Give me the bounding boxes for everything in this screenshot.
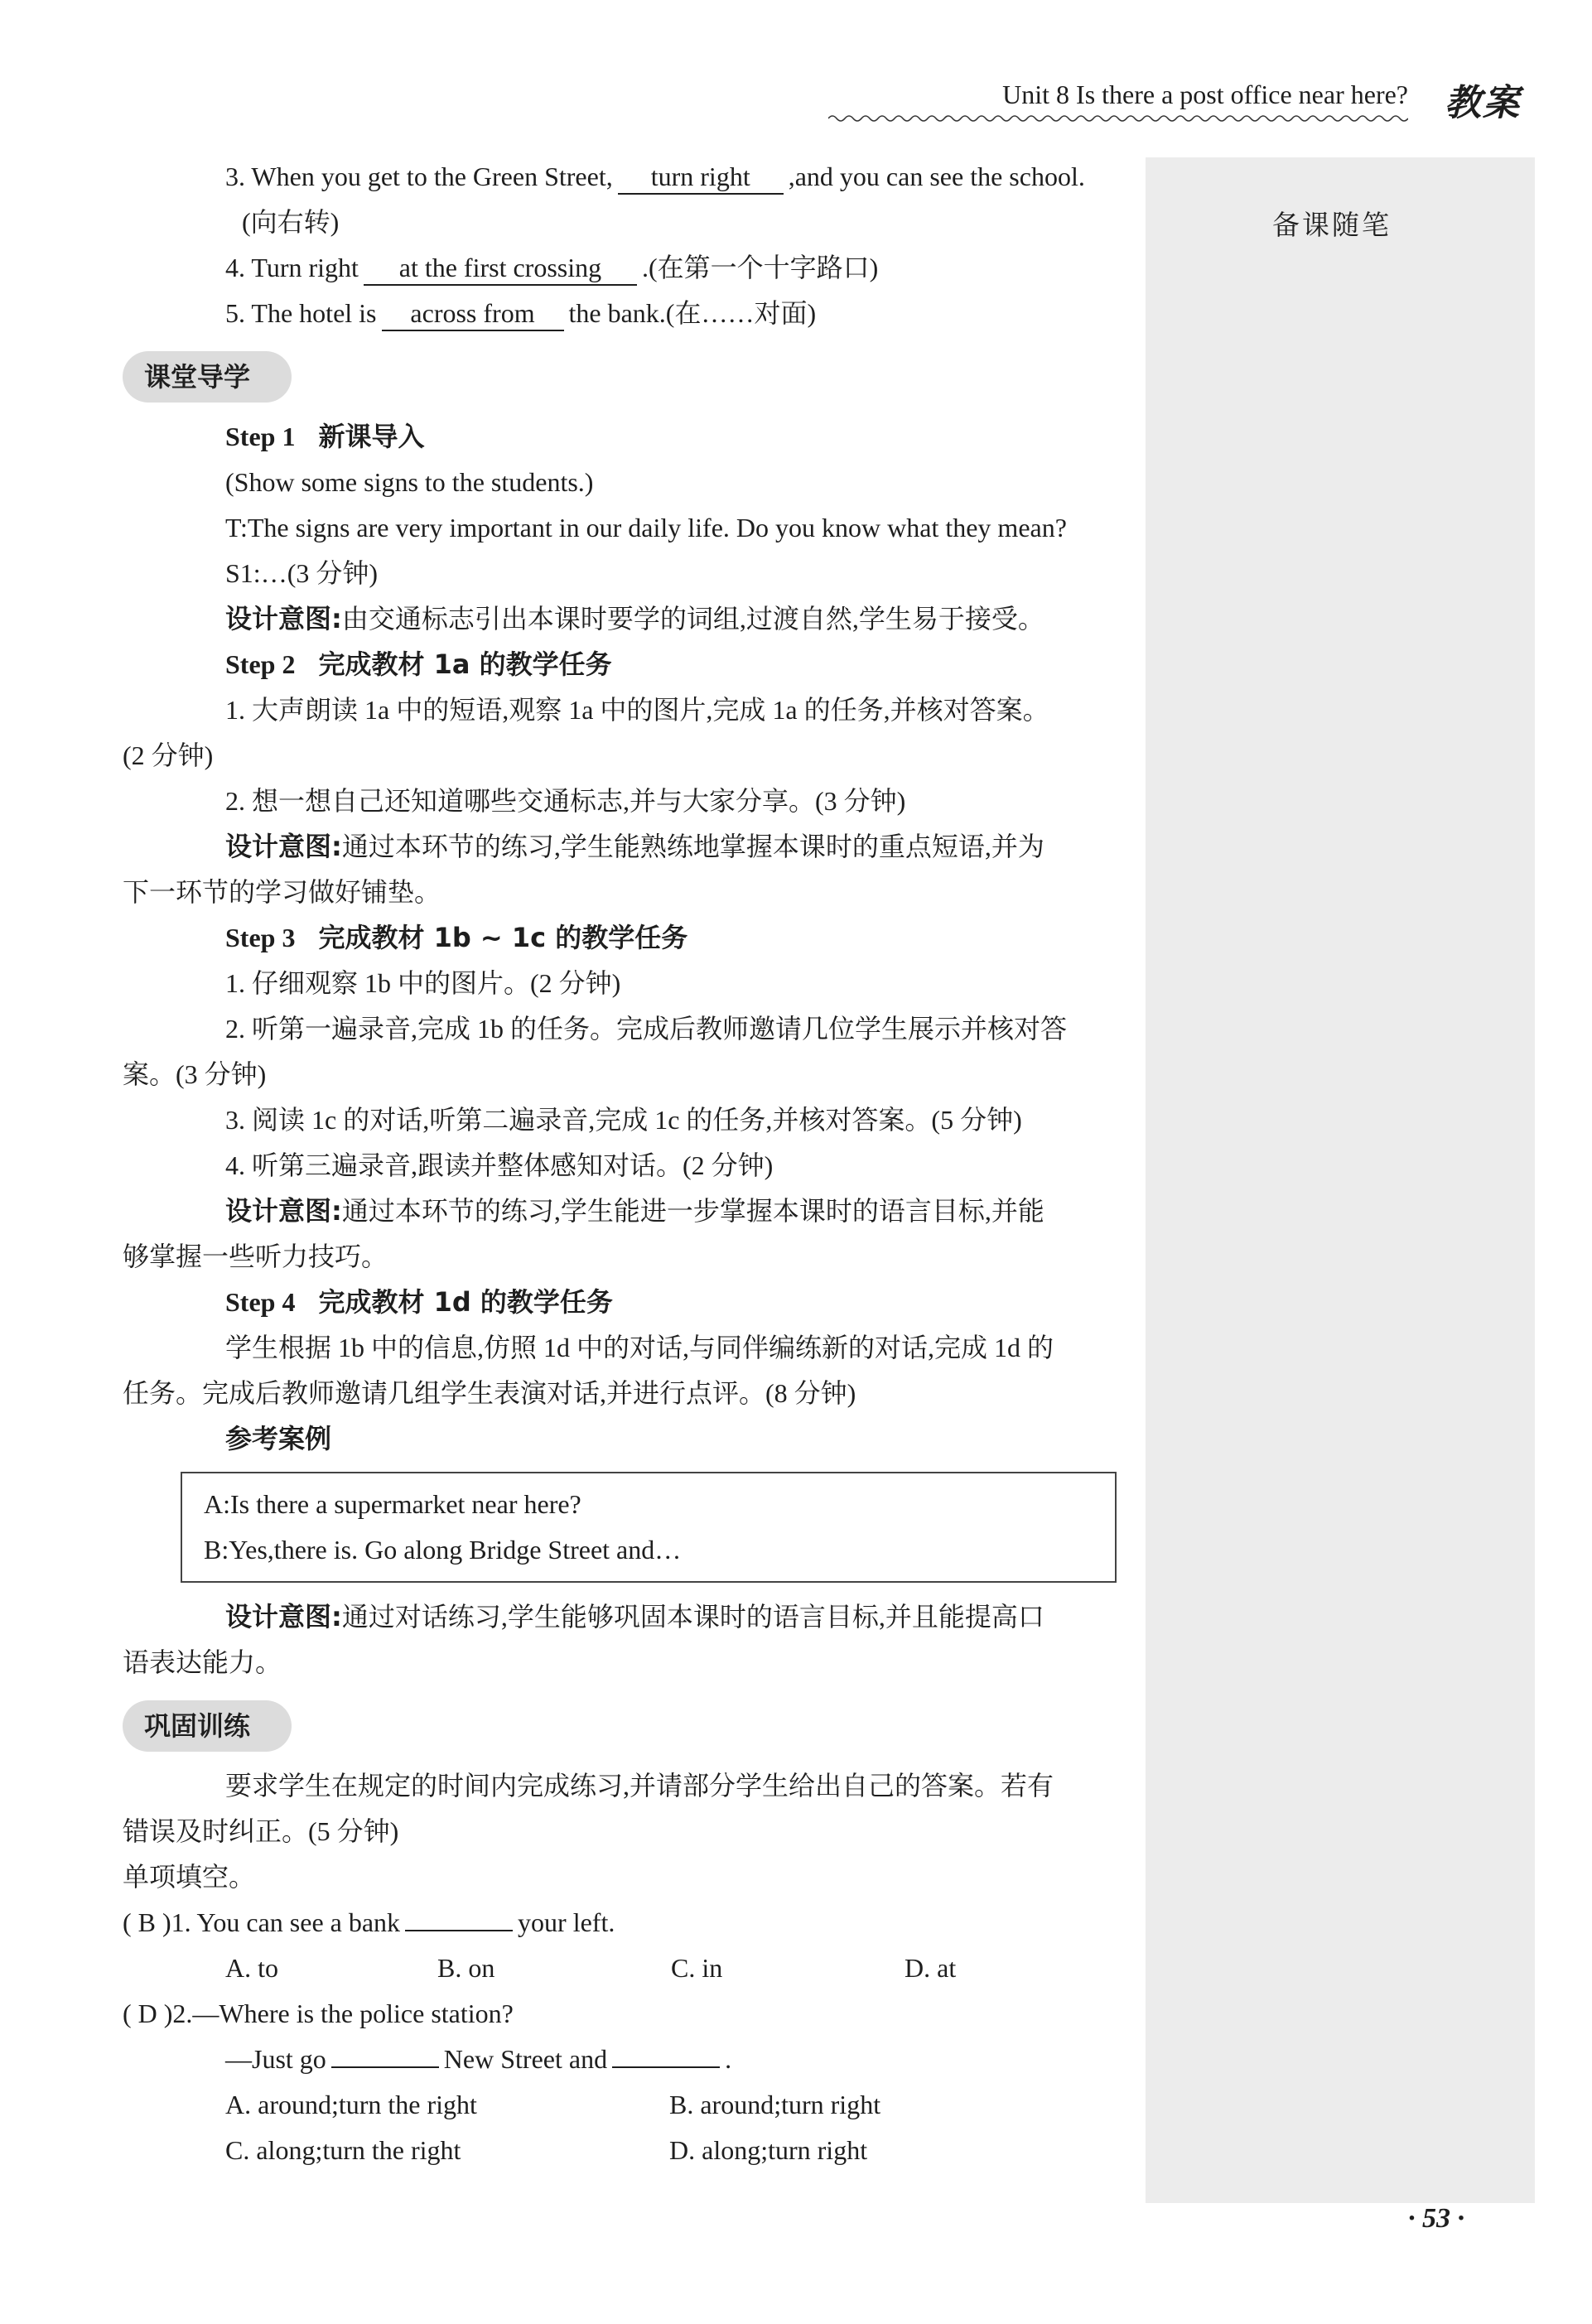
question-blank	[405, 1930, 513, 1931]
intent-label: 设计意图:	[225, 1601, 342, 1632]
exercise-title: 单项填空。	[123, 1862, 256, 1892]
step1-title	[123, 414, 1108, 460]
section-heading-practice: 巩固训练	[123, 1700, 292, 1752]
step4-title	[123, 1280, 1108, 1325]
option: B. around;turn right	[669, 2090, 881, 2119]
phrase-line-3	[123, 154, 1108, 200]
step1-line: (Show some signs to the students.)	[225, 467, 594, 497]
option: A. to	[225, 1953, 278, 1983]
phrase-text: Turn right	[251, 253, 359, 282]
step4-intent	[123, 1594, 1108, 1640]
phrase-line-3-cont: (向右转)	[242, 207, 340, 237]
phrase-text: ,and you can see the school.	[788, 162, 1085, 191]
step-title: 完成教材 1d 的教学任务	[318, 1286, 613, 1318]
option: A. around;turn the right	[225, 2090, 477, 2119]
question-blank	[331, 2066, 439, 2068]
header-title: Unit 8 Is there a post office near here?	[1002, 80, 1408, 109]
question-number: 2.	[172, 1999, 193, 2028]
option: D. along;turn right	[669, 2135, 868, 2165]
step-title: 完成教材 1a 的教学任务	[318, 649, 612, 680]
example-dialogue-box	[181, 1472, 1117, 1583]
section-heading-classroom: 课堂导学	[123, 351, 292, 403]
step1-line: T:The signs are very important in our daily life. Do you know what they mean?	[225, 513, 1067, 542]
step-title: 新课导入	[318, 421, 425, 452]
step-label: Step 2	[225, 649, 296, 679]
answer-blank: at the first crossing	[364, 251, 637, 286]
step3-item: 1. 仔细观察 1b 中的图片。(2 分钟)	[225, 968, 621, 998]
dialogue-line: B:Yes,there is. Go along Bridge Street and…	[204, 1535, 682, 1565]
notes-label: 备课随笔	[1272, 209, 1392, 241]
header-brand: 教案	[1445, 82, 1521, 124]
question-text: your left.	[518, 1907, 615, 1937]
phrase-text: When you get to the Green Street,	[251, 162, 613, 191]
option: C. along;turn the right	[225, 2135, 461, 2165]
step1-line: S1:…(3 分钟)	[225, 558, 379, 588]
question-2	[123, 1991, 1108, 2037]
question-text: —Where is the police station?	[192, 1999, 514, 2028]
intent-label: 设计意图:	[225, 831, 342, 862]
phrase-line-4	[123, 245, 1108, 291]
phrase-text: the bank.(在……对面)	[568, 298, 817, 328]
dialogue-line: A:Is there a supermarket near here?	[204, 1489, 581, 1519]
question-text: —Just go	[225, 2044, 326, 2074]
option: B. on	[437, 1953, 495, 1983]
step2-item: 2. 想一想自己还知道哪些交通标志,并与大家分享。(3 分钟)	[225, 786, 906, 816]
header-wave-decoration	[828, 113, 1408, 124]
step-label: Step 1	[225, 422, 296, 451]
step3-item: 2. 听第一遍录音,完成 1b 的任务。完成后教师邀请几位学生展示并核对答	[225, 1014, 1068, 1044]
page-header	[828, 76, 1532, 124]
step2-title	[123, 642, 1108, 687]
question-number: 1.	[171, 1907, 191, 1937]
question-text: .	[725, 2044, 732, 2074]
step-title: 完成教材 1b ~ 1c 的教学任务	[318, 922, 688, 953]
step3-intent	[123, 1189, 1108, 1234]
intent-text: 通过本环节的练习,学生能熟练地掌握本课时的重点短语,并为	[341, 832, 1044, 861]
phrase-text: .(在第一个十字路口)	[641, 253, 879, 282]
phrase-line-5	[123, 291, 1108, 336]
option: D. at	[905, 1953, 957, 1983]
answer-bracket: ( D )	[123, 1999, 173, 2028]
phrase-text: The hotel is	[251, 298, 377, 328]
intent-label: 设计意图:	[225, 1195, 342, 1227]
question-blank	[612, 2066, 720, 2068]
practice-intro: 要求学生在规定的时间内完成练习,并请部分学生给出自己的答案。若有	[225, 1771, 1054, 1801]
item-number: 4.	[225, 253, 252, 282]
item-number: 5.	[225, 298, 252, 328]
intent-label: 设计意图:	[225, 603, 342, 634]
page-number: · 53 ·	[1408, 2203, 1464, 2234]
item-number: 3.	[225, 162, 252, 191]
step3-title	[123, 915, 1108, 961]
step3-item-cont: 案。(3 分钟)	[123, 1059, 267, 1089]
step4-intent-cont: 语表达能力。	[123, 1647, 282, 1677]
notes-sidebar	[1146, 157, 1535, 2203]
answer-blank: turn right	[618, 160, 784, 195]
step4-text: 学生根据 1b 中的信息,仿照 1d 中的对话,与同伴编练新的对话,完成 1d 的	[225, 1333, 1054, 1362]
step3-intent-cont: 够掌握一些听力技巧。	[123, 1242, 388, 1271]
step4-text-cont: 任务。完成后教师邀请几组学生表演对话,并进行点评。(8 分钟)	[123, 1378, 856, 1408]
answer-bracket: ( B )	[123, 1907, 171, 1937]
step1-intent	[123, 596, 1108, 642]
question-1	[123, 1900, 1108, 1946]
main-content	[123, 154, 1108, 2173]
example-label: 参考案例	[225, 1423, 332, 1454]
question-text: New Street and	[443, 2044, 608, 2074]
step2-item-cont: (2 分钟)	[123, 740, 214, 770]
step-label: Step 3	[225, 923, 296, 952]
option: C. in	[671, 1953, 723, 1983]
intent-text: 通过对话练习,学生能够巩固本课时的语言目标,并且能提高口	[341, 1602, 1044, 1632]
step2-item: 1. 大声朗读 1a 中的短语,观察 1a 中的图片,完成 1a 的任务,并核对答案。	[225, 695, 1049, 725]
question-1-options	[123, 1946, 1108, 1991]
step2-intent	[123, 824, 1108, 870]
question-text: You can see a bank	[196, 1907, 401, 1937]
step3-item: 3. 阅读 1c 的对话,听第二遍录音,完成 1c 的任务,并核对答案。(5 分钟)	[225, 1105, 1022, 1135]
answer-blank: across from	[382, 297, 564, 331]
question-2-options-row2	[123, 2128, 1108, 2173]
question-2-line2	[123, 2037, 1108, 2082]
step2-intent-cont: 下一环节的学习做好铺垫。	[123, 877, 441, 907]
practice-intro-cont: 错误及时纠正。(5 分钟)	[123, 1816, 399, 1846]
step3-item: 4. 听第三遍录音,跟读并整体感知对话。(2 分钟)	[225, 1150, 774, 1180]
step-label: Step 4	[225, 1287, 296, 1317]
intent-text: 通过本环节的练习,学生能进一步掌握本课时的语言目标,并能	[341, 1196, 1044, 1226]
question-2-options-row1	[123, 2082, 1108, 2128]
intent-text: 由交通标志引出本课时要学的词组,过渡自然,学生易于接受。	[341, 604, 1044, 634]
